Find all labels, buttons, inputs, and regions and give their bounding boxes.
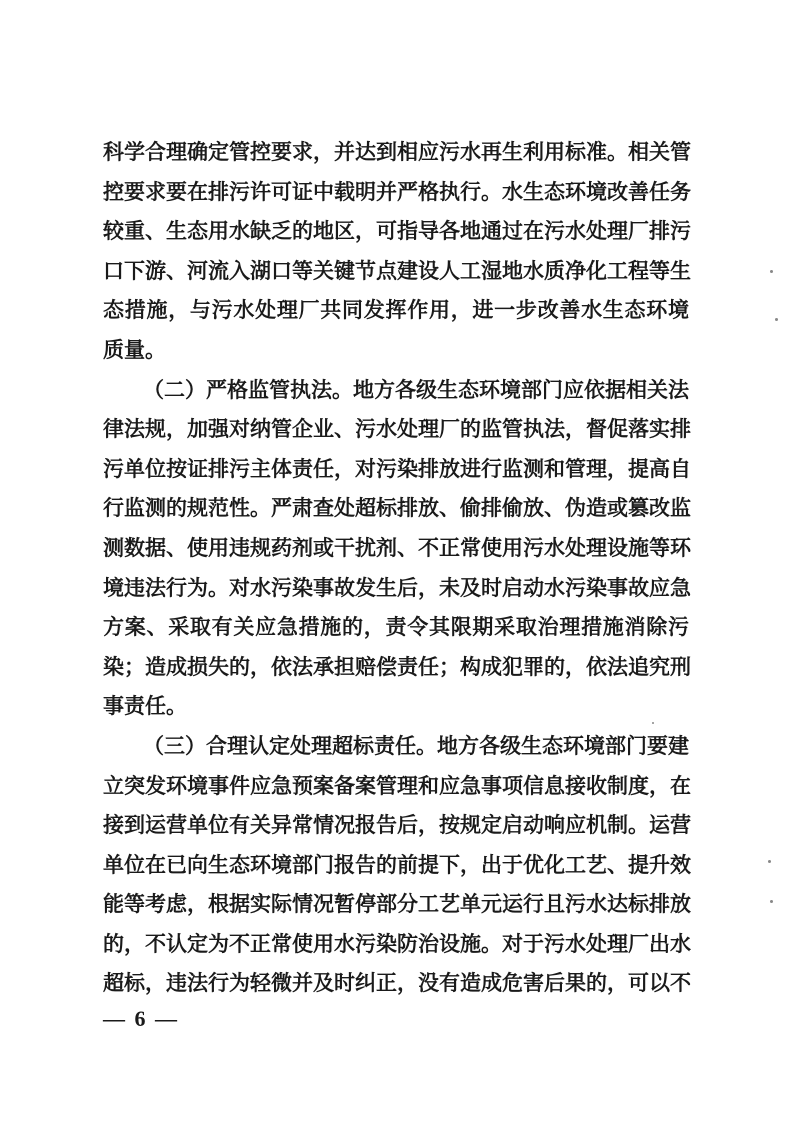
text-line: 态措施，与污水处理厂共同发挥作用，进一步改善水生态环境 [103,297,689,323]
text-line: 事责任。 [103,693,187,719]
text-line: 科学合理确定管控要求，并达到相应污水再生利用标准。相关管 [103,139,691,164]
text-line: 境违法行为。对水污染事故发生后，未及时启动水污染事故应急 [103,574,691,600]
scan-speck [770,270,773,273]
text-line: 染；造成损失的，依法承担赔偿责任；构成犯罪的，依法追究刑 [103,653,691,679]
text-line: 律法规，加强对纳管企业、污水处理厂的监管执法，督促落实排 [103,416,691,442]
text-line: 较重、生态用水缺乏的地区，可指导各地通过在污水处理厂排污 [103,218,691,244]
text-line: 超标，违法行为轻微并及时纠正，没有造成危害后果的，可以不 [103,970,691,996]
text-line: 行监测的规范性。严肃查处超标排放、偷排偷放、伪造或篡改监 [103,495,691,521]
section-heading-line: （二）严格监管执法。地方各级生态环境部门应依据相关法 [143,376,689,402]
section-heading-line: （三）合理认定处理超标责任。地方各级生态环境部门要建 [143,732,689,758]
body-text [103,132,689,1003]
text-line: 的，不认定为不正常使用水污染防治设施。对于污水处理厂出水 [103,930,691,956]
text-line: 能等考虑，根据实际情况暂停部分工艺单元运行且污水达标排放 [103,891,691,917]
text-line: 测数据、使用违规药剂或干扰剂、不正常使用污水处理设施等环 [103,534,691,560]
text-line: 立突发环境事件应急预案备案管理和应急事项信息接收制度，在 [103,772,691,798]
scan-speck [652,722,654,724]
text-line: 接到运营单位有关异常情况报告后，按规定启动响应机制。运营 [103,812,691,838]
scan-speck [775,318,778,321]
page-number: — 6 — [103,1006,179,1031]
text-line: 方案、采取有关应急措施的，责令其限期采取治理措施消除污 [103,614,689,640]
text-line: 控要求要在排污许可证中载明并严格执行。水生态环境改善任务 [103,178,691,204]
text-line: 单位在已向生态环境部门报告的前提下，出于优化工艺、提升效 [103,851,691,877]
scan-speck [770,900,773,903]
text-line: 污单位按证排污主体责任，对污染排放进行监测和管理，提高自 [103,455,691,481]
text-line: 质量。 [103,336,166,362]
text-line: 口下游、河流入湖口等关键节点建设人工湿地水质净化工程等生 [103,257,691,283]
scan-speck [768,860,771,863]
